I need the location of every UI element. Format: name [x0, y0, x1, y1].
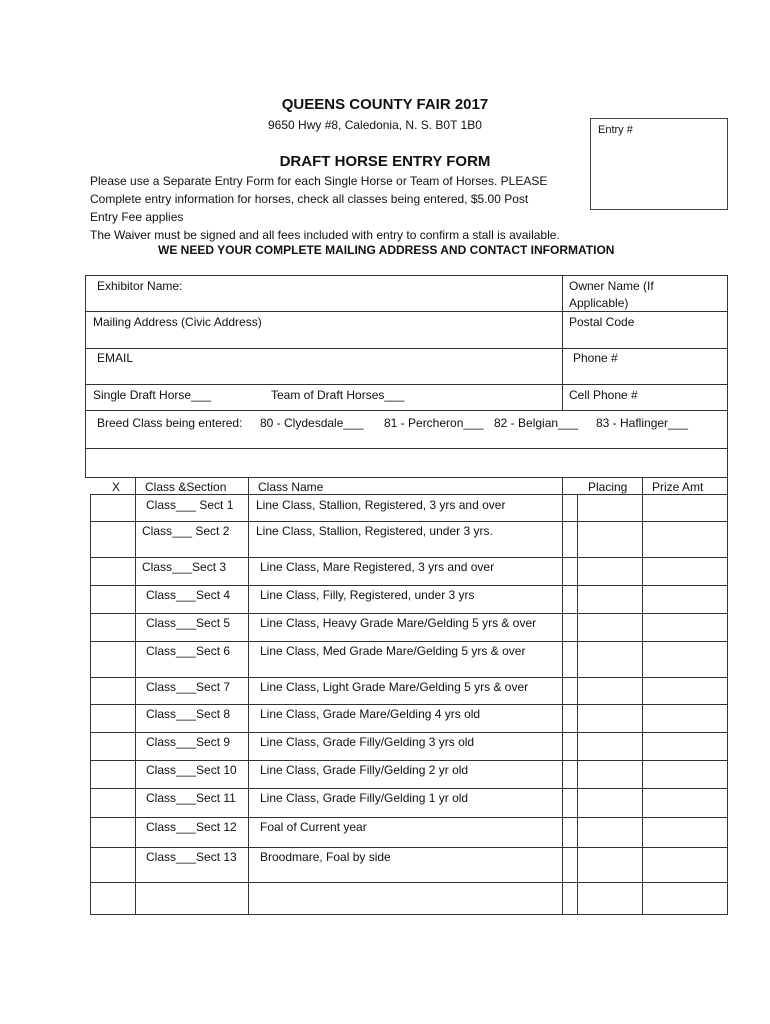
class-name-4: Line Class, Filly, Registered, under 3 yrs: [260, 588, 475, 602]
row-divider: [90, 760, 728, 761]
row-divider: [90, 677, 728, 678]
owner-name-label-2: Applicable): [569, 296, 629, 310]
class-name-5: Line Class, Heavy Grade Mare/Gelding 5 yrs & over: [260, 616, 537, 630]
header-x: X: [112, 480, 121, 494]
class-name-12: Foal of Current year: [260, 820, 367, 834]
class-section-9[interactable]: Class___Sect 9: [146, 735, 231, 749]
instruction-line-4: The Waiver must be signed and all fees included with entry to confirm a stall is available.: [90, 228, 560, 242]
form-title: DRAFT HORSE ENTRY FORM: [279, 153, 491, 170]
class-section-7[interactable]: Class___Sect 7: [146, 680, 231, 694]
header-placing: Placing: [588, 480, 628, 494]
class-name-2: Line Class, Stallion, Registered, under 3 yrs.: [256, 524, 493, 538]
class-name-13: Broodmare, Foal by side: [260, 850, 391, 864]
mailing-address-field[interactable]: Mailing Address (Civic Address): [93, 315, 262, 329]
breed-option-83[interactable]: 83 - Haflinger___: [596, 416, 689, 430]
header-class-section: Class &Section: [145, 480, 227, 494]
row-divider: [90, 557, 728, 558]
instruction-line-2: Complete entry information for horses, check all classes being entered, $5.00 Post: [90, 192, 529, 206]
fair-title: QUEENS COUNTY FAIR 2017: [281, 96, 489, 113]
phone-field[interactable]: Phone #: [573, 351, 618, 365]
class-name-11: Line Class, Grade Filly/Gelding 1 yr old: [260, 791, 469, 805]
class-section-10[interactable]: Class___Sect 10: [146, 763, 237, 777]
cell-phone-field[interactable]: Cell Phone #: [569, 388, 638, 402]
breed-class-label: Breed Class being entered:: [97, 416, 243, 430]
class-section-2[interactable]: Class___ Sect 2: [142, 524, 230, 538]
postal-code-field[interactable]: Postal Code: [569, 315, 635, 329]
row-divider: [90, 788, 728, 789]
header-prize-amt: Prize Amt: [652, 480, 704, 494]
row-divider: [90, 521, 728, 522]
instruction-line-3: Entry Fee applies: [90, 210, 184, 224]
class-section-11[interactable]: Class___Sect 11: [146, 791, 236, 805]
fair-address: 9650 Hwy #8, Caledonia, N. S. B0T 1B0: [268, 118, 482, 132]
row-divider: [90, 641, 728, 642]
class-section-3[interactable]: Class___Sect 3: [142, 560, 227, 574]
row-divider: [90, 585, 728, 586]
class-section-6[interactable]: Class___Sect 6: [146, 644, 231, 658]
class-section-8[interactable]: Class___Sect 8: [146, 707, 231, 721]
breed-option-81[interactable]: 81 - Percheron___: [384, 416, 484, 430]
row-divider: [90, 882, 728, 883]
row-divider: [90, 704, 728, 705]
row-divider: [90, 817, 728, 818]
class-name-1: Line Class, Stallion, Registered, 3 yrs and over: [256, 498, 506, 512]
class-name-9: Line Class, Grade Filly/Gelding 3 yrs old: [260, 735, 475, 749]
class-name-3: Line Class, Mare Registered, 3 yrs and over: [260, 560, 495, 574]
header-class-name: Class Name: [258, 480, 324, 494]
row-divider: [90, 613, 728, 614]
class-section-5[interactable]: Class___Sect 5: [146, 616, 231, 630]
class-name-10: Line Class, Grade Filly/Gelding 2 yr old: [260, 763, 469, 777]
owner-name-label-1: Owner Name (If: [569, 279, 654, 293]
class-section-13[interactable]: Class___Sect 13: [146, 850, 237, 864]
class-name-7: Line Class, Light Grade Mare/Gelding 5 yrs & over: [260, 680, 529, 694]
single-draft-option[interactable]: Single Draft Horse___: [93, 388, 212, 402]
breed-option-82[interactable]: 82 - Belgian___: [494, 416, 579, 430]
class-section-12[interactable]: Class___Sect 12: [146, 820, 237, 834]
breed-option-80[interactable]: 80 - Clydesdale___: [260, 416, 364, 430]
class-section-4[interactable]: Class___Sect 4: [146, 588, 231, 602]
exhibitor-name-field[interactable]: Exhibitor Name:: [97, 279, 183, 293]
entry-number-label: Entry #: [598, 124, 633, 136]
class-name-8: Line Class, Grade Mare/Gelding 4 yrs old: [260, 707, 481, 721]
class-name-6: Line Class, Med Grade Mare/Gelding 5 yrs & over: [260, 644, 526, 658]
contact-notice: WE NEED YOUR COMPLETE MAILING ADDRESS AND CONTACT INFORMATION: [158, 243, 615, 257]
email-field[interactable]: EMAIL: [97, 351, 134, 365]
row-divider: [90, 732, 728, 733]
instruction-line-1: Please use a Separate Entry Form for each Single Horse or Team of Horses. PLEASE: [90, 174, 548, 188]
row-divider: [90, 847, 728, 848]
class-section-1[interactable]: Class___ Sect 1: [146, 498, 234, 512]
team-draft-option[interactable]: Team of Draft Horses___: [271, 388, 405, 402]
